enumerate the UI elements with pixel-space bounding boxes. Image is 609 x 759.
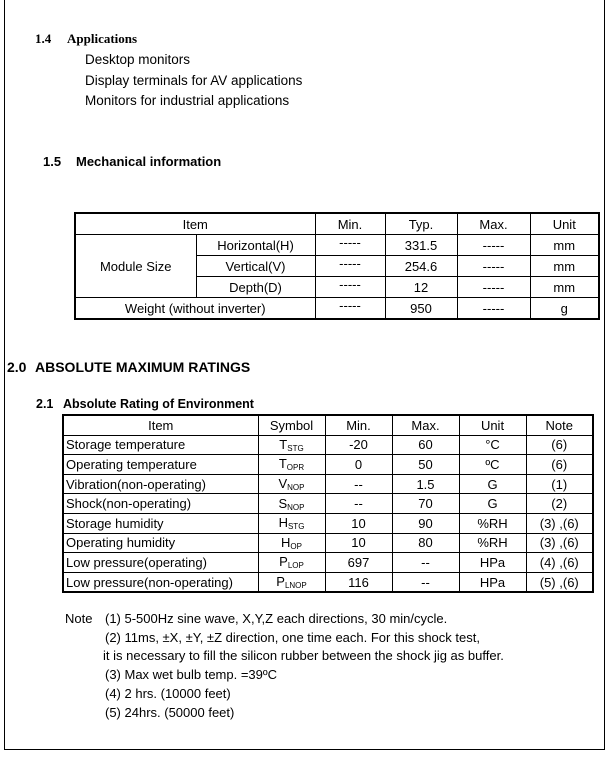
cell-max: --: [392, 572, 459, 592]
cell-symbol: [258, 572, 325, 592]
cell-max: -----: [457, 256, 530, 277]
symbol-letter: H: [278, 515, 288, 531]
list-item: Monitors for industrial applications: [85, 93, 290, 108]
header-unit: Unit: [459, 415, 526, 435]
header-item: Item: [75, 213, 315, 235]
cell-unit: ºC: [459, 455, 526, 475]
cell-min: -----: [315, 298, 385, 320]
symbol-letter: P: [276, 574, 285, 590]
note-line: (5) 24hrs. (50000 feet): [105, 704, 235, 720]
header-min: Min.: [315, 213, 385, 235]
cell-unit: °C: [459, 435, 526, 455]
cell-min: -20: [325, 435, 392, 455]
symbol-subscript: LOP: [287, 561, 304, 571]
cell-note: (5) ,(6): [526, 572, 593, 592]
table-row: [63, 494, 593, 514]
section-2-0-heading: [7, 359, 250, 375]
note-line: it is necessary to fill the silicon rubber between the shock jig as buffer.: [103, 648, 504, 664]
cell-min: -----: [315, 235, 385, 256]
header-symbol: Symbol: [258, 415, 325, 435]
table-row: [63, 513, 593, 533]
cell-item: Shock(non-operating): [63, 494, 258, 514]
table-header-row: [75, 213, 599, 235]
cell-symbol: [258, 474, 325, 494]
cell-note: (4) ,(6): [526, 553, 593, 573]
cell-note: (3) ,(6): [526, 533, 593, 553]
row-label: Vertical(V): [196, 256, 315, 277]
mechanical-table: [74, 212, 600, 320]
row-label: Horizontal(H): [196, 235, 315, 256]
table-row: [75, 235, 599, 256]
row-label: Depth(D): [196, 277, 315, 298]
cell-typ: 950: [385, 298, 457, 320]
table-row: [63, 553, 593, 573]
note-line: (2) 11ms, ±X, ±Y, ±Z direction, one time each. For this shock test,: [105, 629, 480, 645]
symbol-subscript: OP: [290, 541, 302, 551]
table-row: [75, 298, 599, 320]
list-item: Desktop monitors: [85, 52, 191, 67]
section-number: 1.4: [35, 31, 52, 46]
cell-unit: mm: [530, 235, 599, 256]
section-title: Mechanical information: [76, 154, 222, 169]
cell-item: Low pressure(non-operating): [63, 572, 258, 592]
cell-max: --: [392, 553, 459, 573]
cell-symbol: [258, 435, 325, 455]
cell-note: (6): [526, 455, 593, 475]
cell-symbol: [258, 455, 325, 475]
weight-label: Weight (without inverter): [75, 298, 315, 320]
symbol-subscript: NOP: [287, 502, 305, 512]
environment-rating-table: [62, 414, 594, 593]
section-1-5-heading: [43, 154, 221, 169]
table-row: [63, 455, 593, 475]
table-row: [63, 533, 593, 553]
cell-max: 60: [392, 435, 459, 455]
cell-symbol: [258, 533, 325, 553]
cell-max: 70: [392, 494, 459, 514]
cell-min: 10: [325, 533, 392, 553]
header-min: Min.: [325, 415, 392, 435]
symbol-letter: P: [279, 554, 288, 570]
section-number: 2.1: [36, 397, 54, 411]
cell-symbol: [258, 494, 325, 514]
cell-min: 116: [325, 572, 392, 592]
notes-body: [105, 610, 504, 722]
cell-max: 50: [392, 455, 459, 475]
table-header-row: [63, 415, 593, 435]
symbol-subscript: NOP: [287, 483, 305, 493]
section-title: Absolute Rating of Environment: [63, 397, 254, 411]
cell-unit: mm: [530, 277, 599, 298]
cell-max: -----: [457, 235, 530, 256]
cell-unit: HPa: [459, 572, 526, 592]
cell-item: Vibration(non-operating): [63, 474, 258, 494]
symbol-subscript: STG: [287, 443, 304, 453]
cell-max: -----: [457, 298, 530, 320]
cell-max: 1.5: [392, 474, 459, 494]
symbol-subscript: STG: [287, 522, 305, 532]
cell-typ: 254.6: [385, 256, 457, 277]
cell-unit: %RH: [459, 533, 526, 553]
section-title: ABSOLUTE MAXIMUM RATINGS: [35, 359, 251, 375]
symbol-letter: T: [278, 456, 287, 472]
cell-item: Operating humidity: [63, 533, 258, 553]
cell-max: 80: [392, 533, 459, 553]
section-number: 2.0: [7, 359, 27, 375]
cell-item: Low pressure(operating): [63, 553, 258, 573]
section-2-1-heading: [36, 397, 254, 411]
cell-symbol: [258, 513, 325, 533]
table-row: [63, 572, 593, 592]
section-1-4-heading: [35, 31, 137, 47]
list-item: Display terminals for AV applications: [85, 72, 303, 88]
cell-note: (6): [526, 435, 593, 455]
header-unit: Unit: [530, 213, 599, 235]
cell-min: 0: [325, 455, 392, 475]
table-row: [63, 474, 593, 494]
cell-min: --: [325, 494, 392, 514]
symbol-letter: T: [279, 436, 288, 452]
cell-unit: %RH: [459, 513, 526, 533]
cell-max: 90: [392, 513, 459, 533]
cell-item: Storage temperature: [63, 435, 258, 455]
cell-typ: 331.5: [385, 235, 457, 256]
cell-min: 10: [325, 513, 392, 533]
cell-unit: mm: [530, 256, 599, 277]
section-number: 1.5: [43, 154, 62, 169]
cell-min: 697: [325, 553, 392, 573]
cell-max: -----: [457, 277, 530, 298]
note-line: (3) Max wet bulb temp. =39ºC: [105, 667, 278, 683]
cell-min: -----: [315, 256, 385, 277]
applications-list: [85, 50, 302, 112]
section-title: Applications: [67, 31, 138, 46]
cell-unit: HPa: [459, 553, 526, 573]
symbol-letter: H: [281, 534, 291, 550]
cell-item: Storage humidity: [63, 513, 258, 533]
cell-note: (3) ,(6): [526, 513, 593, 533]
symbol-letter: V: [278, 476, 288, 492]
header-typ: Typ.: [385, 213, 457, 235]
cell-unit: G: [459, 494, 526, 514]
cell-min: --: [325, 474, 392, 494]
cell-item: Operating temperature: [63, 455, 258, 475]
notes-label: Note: [65, 611, 93, 626]
cell-min: -----: [315, 277, 385, 298]
table-row: [63, 435, 593, 455]
symbol-letter: S: [278, 495, 288, 511]
header-max: Max.: [457, 213, 530, 235]
symbol-subscript: LNOP: [284, 581, 307, 591]
cell-symbol: [258, 553, 325, 573]
cell-unit: G: [459, 474, 526, 494]
header-max: Max.: [392, 415, 459, 435]
note-line: (1) 5-500Hz sine wave, X,Y,Z each directions, 30 min/cycle.: [105, 611, 448, 626]
cell-typ: 12: [385, 277, 457, 298]
header-item: Item: [63, 415, 258, 435]
cell-unit: g: [530, 298, 599, 320]
module-size-label: Module Size: [75, 235, 196, 298]
cell-note: (2): [526, 494, 593, 514]
cell-note: (1): [526, 474, 593, 494]
note-line: (4) 2 hrs. (10000 feet): [105, 685, 231, 701]
header-note: Note: [526, 415, 593, 435]
symbol-subscript: OPR: [286, 463, 305, 473]
